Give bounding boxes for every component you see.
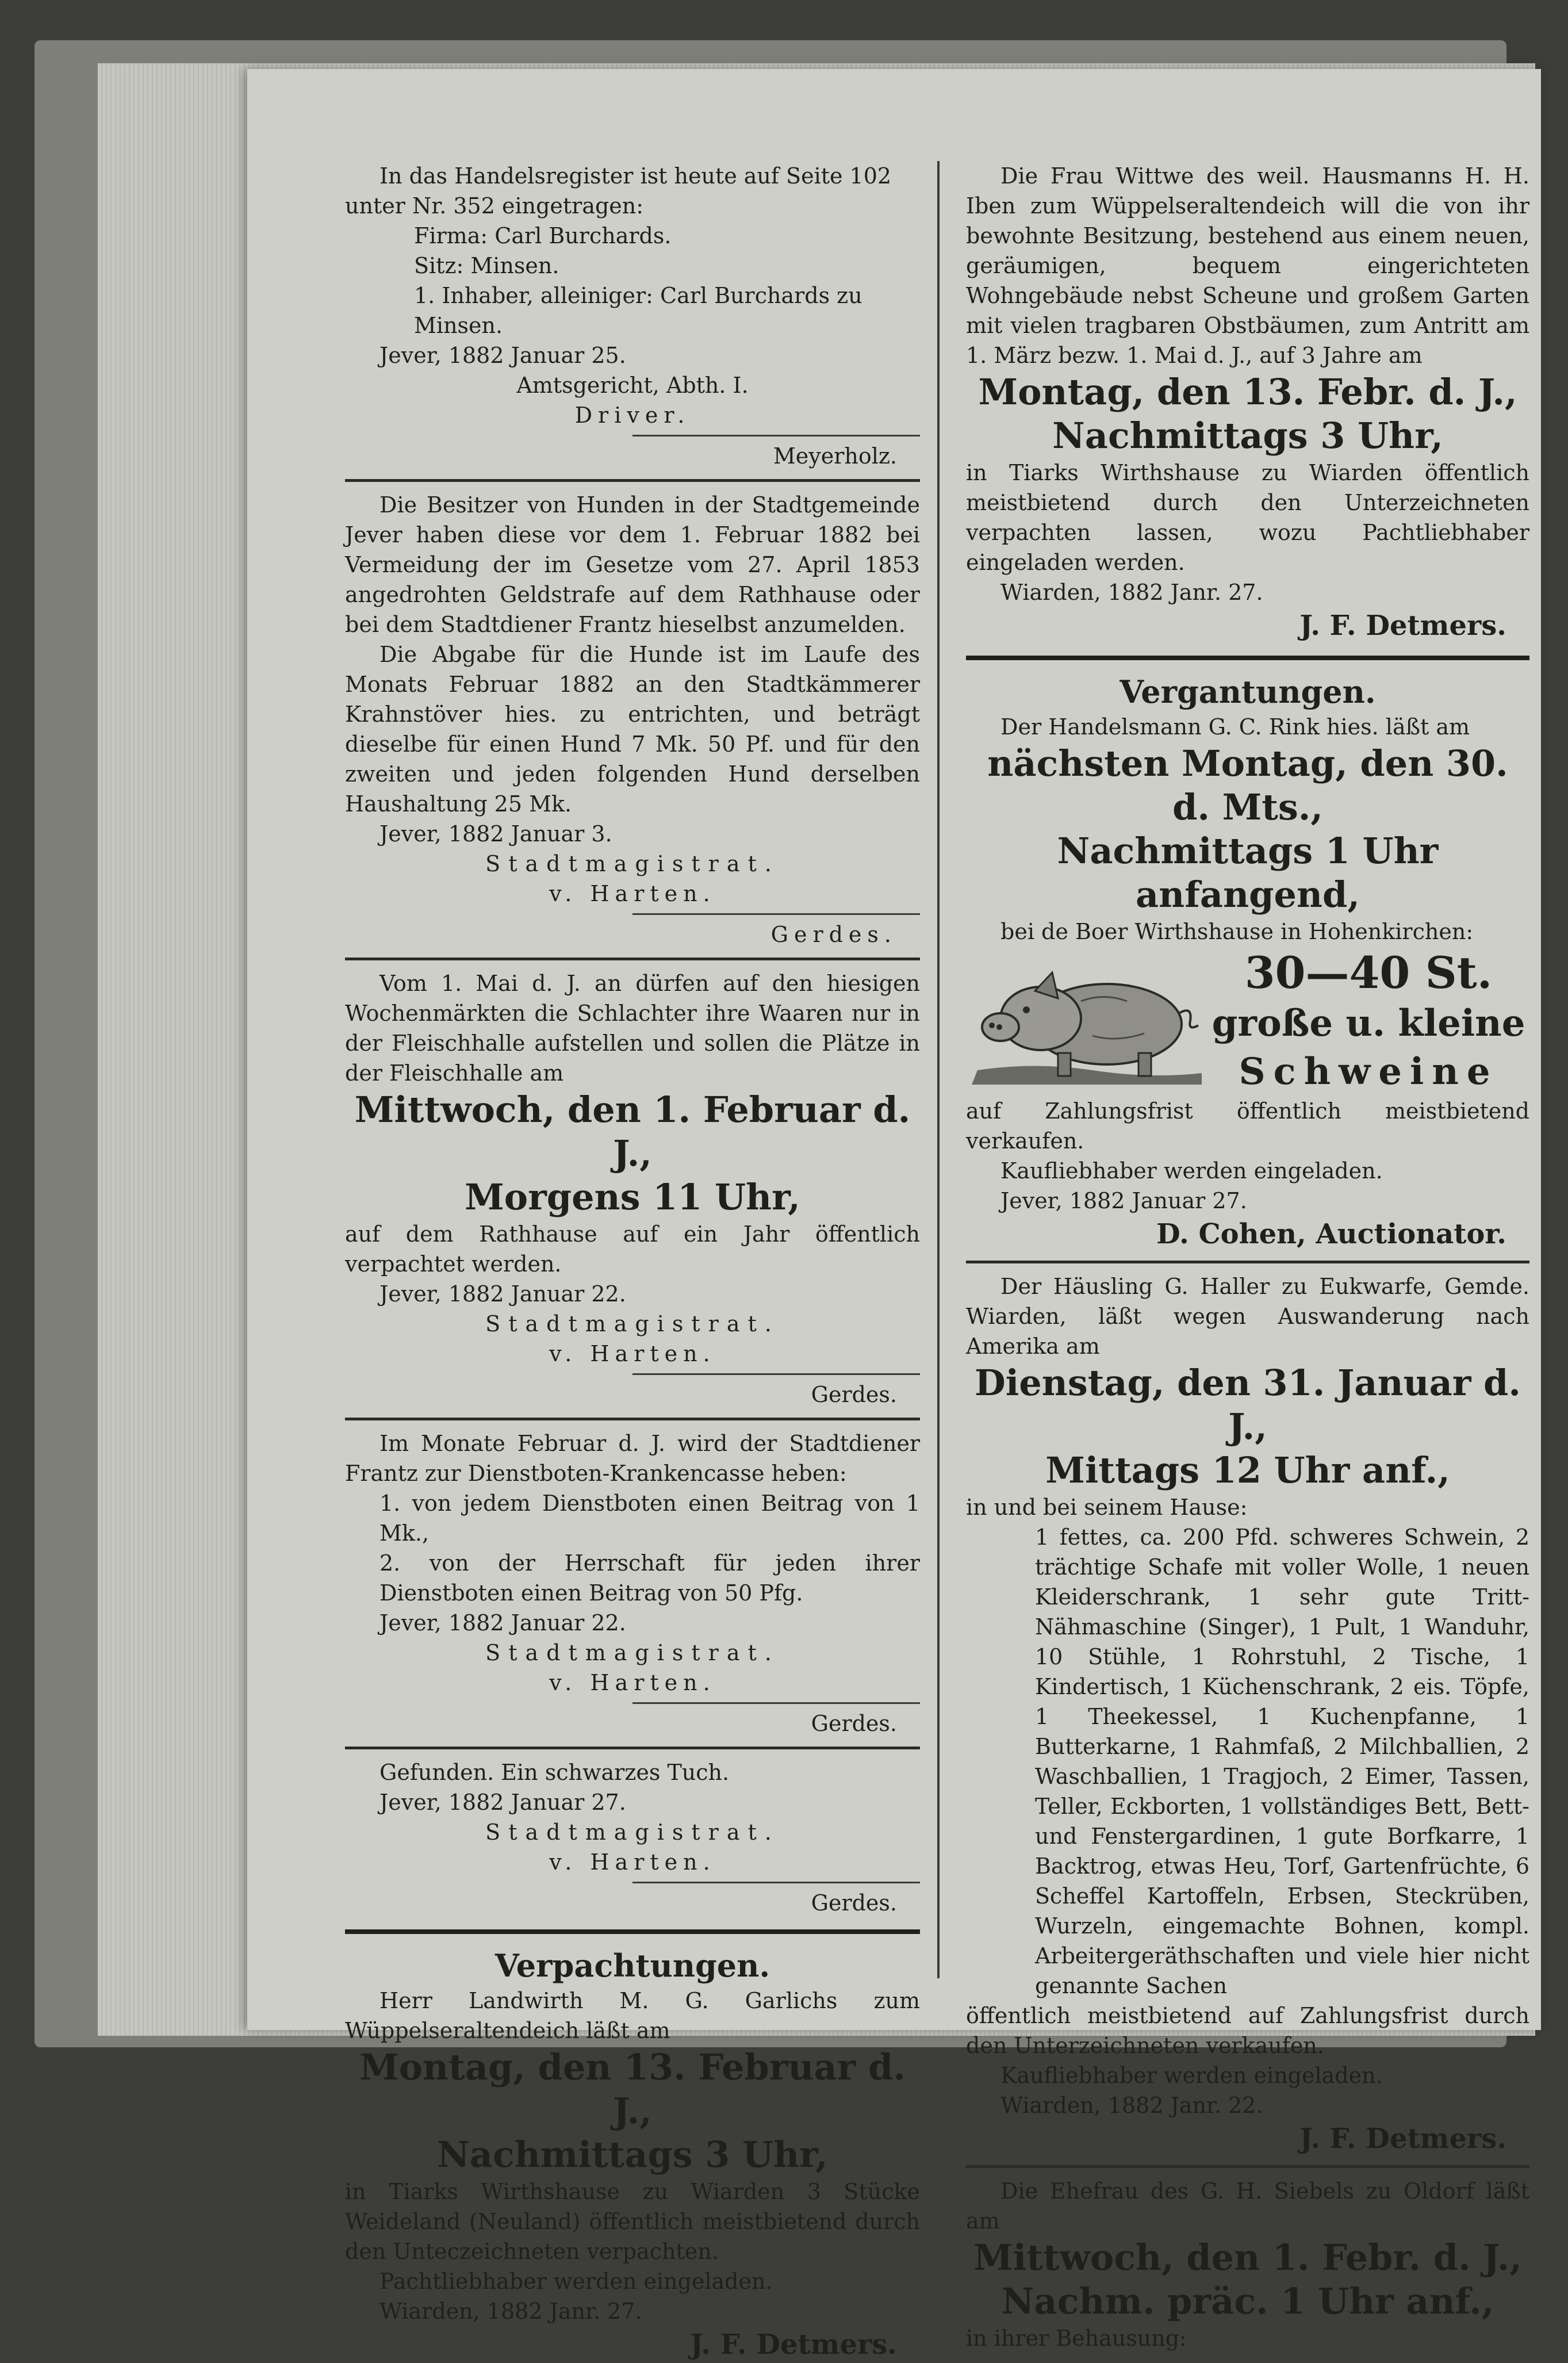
- notice-hunde: [345, 490, 920, 949]
- notice-text: Die Abgabe für die Hunde ist im Laufe des Monats Februar 1882 an den Stadtkämmerer Krahnstöver hies. zu entrichten, und beträgt dieselbe für einen Hund 7 Mk. 50 Pf. und für den zweiten und jeden folgenden Hund derselben Haushaltung 25 Mk.: [345, 642, 920, 817]
- notice-highlight: Morgens 11 Uhr,: [465, 1176, 800, 1218]
- notice-text: Herr Landwirth M. G. Garlichs zum Wüppelseraltendeich läßt am: [345, 1988, 920, 2043]
- notice-text: öffentlich meistbietend auf Zahlungsfrist durch den Unterzeichneten verkaufen.: [966, 2003, 1529, 2058]
- notice-signature: J. F. Detmers.: [1299, 2123, 1506, 2155]
- notice-text: Der Häusling G. Haller zu Eukwarfe, Gemde. Wiarden, läßt wegen Auswanderung nach Amerika am: [966, 1274, 1529, 1359]
- notice-text: in ihrer Behausung:: [966, 2326, 1187, 2351]
- section-rule: [345, 1929, 920, 1934]
- pig-quantity: 30—40 St.: [1244, 947, 1493, 998]
- notice-highlight: Nachmittags 3 Uhr,: [1052, 415, 1443, 457]
- notice-signature: Gerdes.: [811, 1382, 897, 1407]
- signature-rule: [632, 435, 920, 436]
- notice-name: v. Harten.: [549, 881, 716, 906]
- notice-authority: Stadtmagistrat.: [485, 1311, 780, 1336]
- pig-illustration-icon: [966, 955, 1207, 1087]
- section-rule: [966, 1261, 1529, 1263]
- notice-signature: Gerdes.: [811, 1890, 897, 1916]
- notice-name: v. Harten.: [549, 1341, 716, 1366]
- notice-line: In das Handelsregister ist heute auf Seite 102: [379, 163, 892, 189]
- signature-rule: [632, 1882, 920, 1883]
- signature-rule: [632, 1373, 920, 1375]
- notice-text: in Tiarks Wirthshause zu Wiarden 3 Stücke Weideland (Neuland) öffentlich meistbietend durch den Unteczeichneten verpachten.: [345, 2179, 920, 2264]
- notice-date: Jever, 1882 Januar 27.: [1000, 1188, 1247, 1213]
- notice-authority: Stadtmagistrat.: [485, 1820, 780, 1845]
- notice-siebels: [966, 2176, 1529, 2353]
- notice-highlight: Nachm. präc. 1 Uhr anf.,: [1001, 2280, 1494, 2322]
- notice-text: Kaufliebhaber werden eingeladen.: [1000, 1158, 1383, 1184]
- section-rule: [966, 2165, 1529, 2168]
- notice-item-list: 1 fettes, ca. 200 Pfd. schweres Schwein, 2 trächtige Schafe mit voller Wolle, 1 neuen Kleiderschrank, 1 sehr gute Tritt-Nähmaschine (Singer), 1 Pult, 1 Wanduhr, 10 Stühle, 1 Rohrstuhl, 2 Tische, 1 Kindertisch, 1 Küchenschrank, 2 eis. Töpfe, 1 Theekessel, 1 Kuchenpfanne, 1 Butterkarne, 1 Rahmfaß, 2 Milchballien, 2 Waschballien, 1 Tragjoch, 2 Eimer, Tassen, Teller, Eckborten, 1 vollständiges Bett, Bett- und Fenstergardinen, 1 gute Borfkarre, 1 Backtrog, etwas Heu, Torf, Gartenfrüchte, 6 Scheffel Kartoffeln, Erbsen, Steckrüben, Wurzeln, eingemachte Bohnen, kompl. Arbeitergeräthschaften und viele hier nicht genannte Sachen: [1035, 1525, 1529, 1998]
- notice-list-item: 2. von der Herrschaft für jeden ihrer Dienstboten einen Beitrag von 50 Pfg.: [379, 1550, 920, 1606]
- notice-signature: D. Cohen, Auctionator.: [1156, 1218, 1506, 1250]
- section-rule: [345, 958, 920, 960]
- notice-authority: Stadtmagistrat.: [485, 851, 780, 876]
- signature-rule: [632, 913, 920, 915]
- notice-highlight: Dienstag, den 31. Januar d. J.,: [974, 1362, 1521, 1447]
- notice-name: v. Harten.: [549, 1849, 716, 1875]
- notice-haller: [966, 1271, 1529, 2157]
- notice-date: Jever, 1882 Januar 27.: [379, 1790, 626, 1815]
- pig-size: große u. kleine: [1212, 1002, 1525, 1045]
- notice-line: Sitz: Minsen.: [414, 253, 559, 278]
- notice-text: Gefunden. Ein schwarzes Tuch.: [379, 1760, 730, 1785]
- notice-text: Der Handelsmann G. C. Rink hies. läßt am: [1000, 714, 1470, 740]
- column-divider: [937, 161, 940, 1978]
- notice-highlight: Mittwoch, den 1. Februar d. J.,: [354, 1089, 911, 1174]
- notice-highlight: nächsten Montag, den 30. d. Mts.,: [987, 742, 1508, 828]
- notice-signature: Gerdes.: [811, 1711, 897, 1736]
- notice-highlight: Nachmittags 1 Uhr anfangend,: [1057, 830, 1439, 916]
- notice-date: Jever, 1882 Januar 22.: [379, 1610, 626, 1636]
- notice-authority: Amtsgericht, Abth. I.: [516, 373, 749, 398]
- right-column: [966, 161, 1529, 2353]
- notice-text: Pachtliebhaber werden eingeladen.: [379, 2269, 773, 2294]
- notice-signature: J. F. Detmers.: [690, 2328, 897, 2361]
- notice-highlight: Montag, den 13. Febr. d. J.,: [978, 371, 1517, 413]
- notice-text: Kaufliebhaber werden eingeladen.: [1000, 2063, 1383, 2088]
- pig-advert: [966, 947, 1529, 1096]
- notice-gefunden: [345, 1757, 920, 1918]
- notice-name: v. Harten.: [549, 1670, 716, 1695]
- notice-highlight: Mittags 12 Uhr anf.,: [1045, 1449, 1450, 1491]
- notice-text: in Tiarks Wirthshause zu Wiarden öffentlich meistbietend durch den Unterzeichneten verpachten lassen, wozu Pachtliebhaber eingeladen werden.: [966, 460, 1529, 575]
- notice-text: Die Frau Wittwe des weil. Hausmanns H. H. Iben zum Wüppelseraltendeich will die von ihr bewohnte Besitzung, bestehend aus einem neuen, geräumigen, bequem eingerichteten Wohngebäude nebst Scheune und großem Garten mit vielen tragbaren Obstbäumen, zum Antritt am 1. März bezw. 1. Mai d. J., auf 3 Jahre am: [966, 163, 1529, 368]
- notice-text: bei de Boer Wirthshause in Hohenkirchen:: [1000, 919, 1474, 944]
- notice-line: unter Nr. 352 eingetragen:: [345, 193, 644, 219]
- notice-signature: Gerdes.: [770, 922, 897, 947]
- notice-iben: [966, 161, 1529, 644]
- notice-authority: Stadtmagistrat.: [485, 1640, 780, 1665]
- section-rule: [966, 656, 1529, 660]
- pig-label: Schweine: [1239, 1050, 1498, 1093]
- notice-fleischhalle: [345, 968, 920, 1410]
- newspaper-page: [247, 69, 1541, 2361]
- left-column: [345, 161, 920, 2363]
- notice-date: Jever, 1882 Januar 3.: [379, 821, 612, 847]
- notice-line: 1. Inhaber, alleiniger: Carl Burchards zu: [414, 283, 862, 308]
- notice-date: Jever, 1882 Januar 22.: [379, 1281, 626, 1307]
- section-rule: [345, 479, 920, 482]
- section-rule: [345, 1418, 920, 1420]
- section-heading: Verpachtungen.: [494, 1947, 770, 1984]
- notice-list-item: 1. von jedem Dienstboten einen Beitrag von 1 Mk.,: [379, 1491, 920, 1546]
- notice-date: Jever, 1882 Januar 25.: [379, 343, 626, 368]
- notice-signature: Driver.: [574, 403, 691, 428]
- notice-krankencasse: [345, 1428, 920, 1738]
- notice-date: Wiarden, 1882 Janr. 22.: [1000, 2093, 1263, 2118]
- notice-date: Wiarden, 1882 Janr. 27.: [1000, 580, 1263, 605]
- notice-vergantungen: [966, 672, 1529, 1253]
- section-heading: Vergantungen.: [1120, 673, 1376, 710]
- notice-line: Minsen.: [414, 313, 503, 338]
- notice-text: Im Monate Februar d. J. wird der Stadtdiener Frantz zur Dienstboten-Krankencasse heben:: [345, 1431, 920, 1486]
- notice-verpachtungen: [345, 1945, 920, 2363]
- notice-signature: Meyerholz.: [773, 443, 897, 469]
- section-rule: [345, 1747, 920, 1749]
- notice-handelsregister: [345, 161, 920, 471]
- notice-text: Vom 1. Mai d. J. an dürfen auf den hiesigen Wochenmärkten die Schlachter ihre Waaren nur in der Fleischhalle aufstellen und sollen die Plätze in der Fleischhalle am: [345, 971, 920, 1086]
- notice-line: Firma: Carl Burchards.: [414, 223, 672, 248]
- notice-highlight: Montag, den 13. Februar d. J.,: [359, 2046, 906, 2132]
- pig-advert-text: [1207, 947, 1529, 1096]
- notice-date: Wiarden, 1882 Janr. 27.: [379, 2299, 642, 2324]
- notice-text: in und bei seinem Hause:: [966, 1495, 1248, 1520]
- notice-text: auf Zahlungsfrist öffentlich meistbietend verkaufen.: [966, 1098, 1529, 1154]
- notice-signature: J. F. Detmers.: [1299, 610, 1506, 642]
- signature-rule: [632, 1702, 920, 1704]
- notice-text: Die Ehefrau des G. H. Siebels zu Oldorf läßt am: [966, 2178, 1529, 2234]
- notice-text: auf dem Rathhause auf ein Jahr öffentlich verpachtet werden.: [345, 1221, 920, 1277]
- notice-highlight: Mittwoch, den 1. Febr. d. J.,: [973, 2236, 1522, 2278]
- notice-highlight: Nachmittags 3 Uhr,: [437, 2134, 828, 2176]
- notice-text: Die Besitzer von Hunden in der Stadtgemeinde Jever haben diese vor dem 1. Februar 1882 bei Vermeidung der im Gesetze vom 27. April 1853 angedrohten Geldstrafe auf dem Rathhause oder bei dem Stadtdiener Frantz hieselbst anzumelden.: [345, 492, 920, 637]
